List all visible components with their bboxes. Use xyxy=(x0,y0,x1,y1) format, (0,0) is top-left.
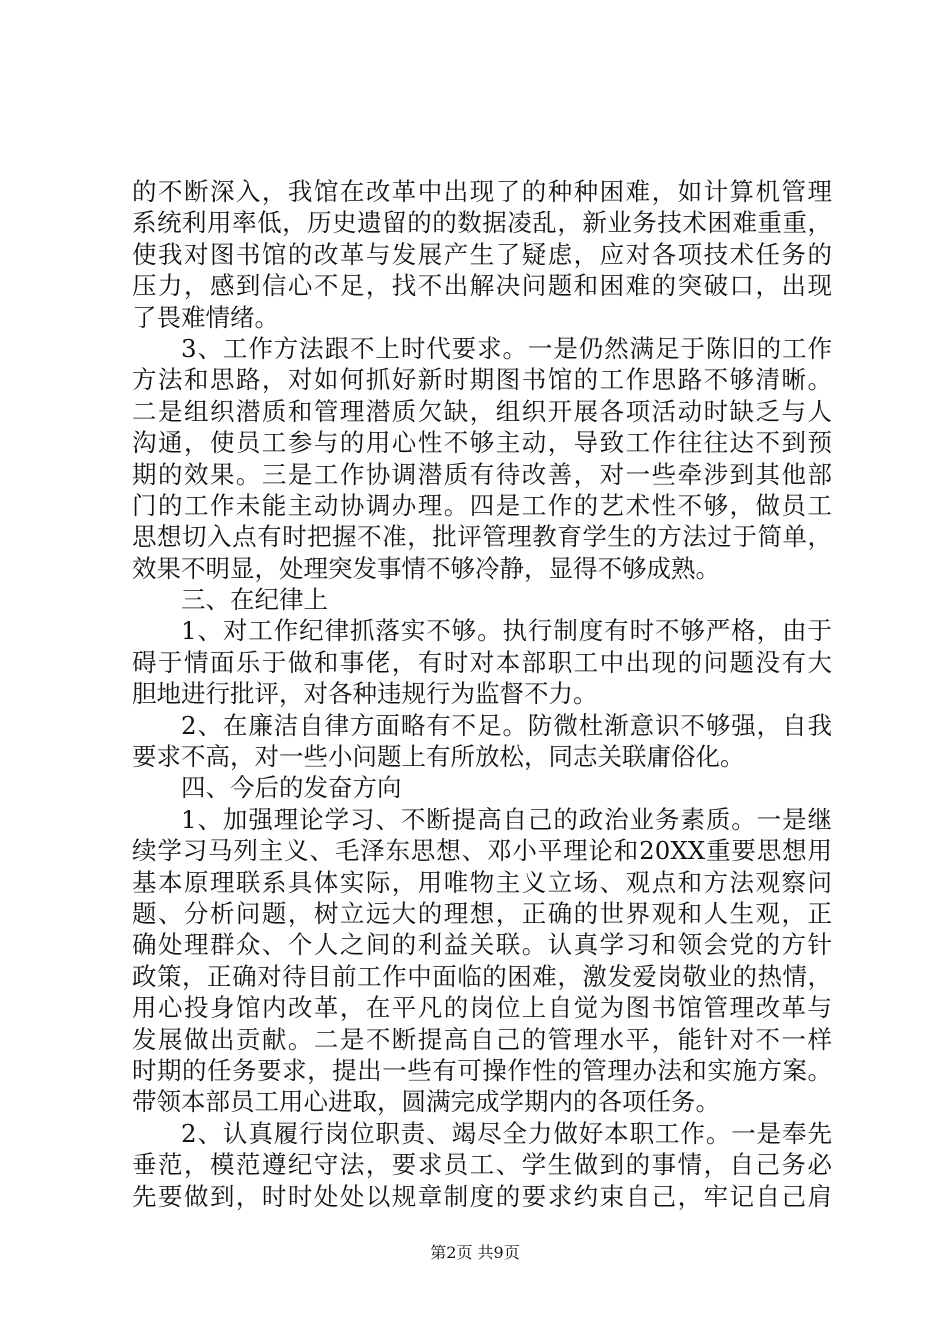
text-line: 发展做出贡献。二是不断提高自己的管理水平，能针对不一样 xyxy=(132,1024,832,1054)
text-line: 期的效果。三是工作协调潜质有待改善，对一些牵涉到其他部 xyxy=(132,459,832,489)
text-line: 三、在纪律上 xyxy=(181,585,328,615)
text-line: 系统利用率低，历史遗留的的数据凌乱，新业务技术困难重重， xyxy=(132,208,832,238)
text-line: 基本原理联系具体实际，用唯物主义立场、观点和方法观察问 xyxy=(132,867,832,897)
text-line: 带领本部员工用心进取，圆满完成学期内的各项任务。 xyxy=(132,1087,720,1117)
text-line: 政策，正确对待目前工作中面临的困难，激发爱岗敬业的热情， xyxy=(132,961,832,991)
text-line: 方法和思路，对如何抓好新时期图书馆的工作思路不够清晰。 xyxy=(132,365,832,395)
text-line: 沟通，使员工参与的用心性不够主动，导致工作往往达不到预 xyxy=(132,428,832,458)
document-body xyxy=(132,176,832,1212)
text-line: 四、今后的发奋方向 xyxy=(181,773,402,803)
text-line: 续学习马列主义、毛泽东思想、邓小平理论和20XX重要思想用 xyxy=(132,836,832,866)
text-line: 1、对工作纪律抓落实不够。执行制度有时不够严格，由于 xyxy=(181,616,832,646)
text-line: 要求不高，对一些小问题上有所放松，同志关联庸俗化。 xyxy=(132,742,745,772)
text-line: 垂范，模范遵纪守法，要求员工、学生做到的事情，自己务必 xyxy=(132,1150,832,1180)
text-line: 2、认真履行岗位职责、竭尽全力做好本职工作。一是奉先 xyxy=(181,1118,832,1148)
text-line: 二是组织潜质和管理潜质欠缺，组织开展各项活动时缺乏与人 xyxy=(132,396,832,426)
text-line: 压力，感到信心不足，找不出解决问题和困难的突破口，出现 xyxy=(132,271,832,301)
text-line: 3、工作方法跟不上时代要求。一是仍然满足于陈旧的工作 xyxy=(181,333,832,363)
text-line: 1、加强理论学习、不断提高自己的政治业务素质。一是继 xyxy=(181,804,832,834)
text-line: 思想切入点有时把握不准，批评管理教育学生的方法过于简单， xyxy=(132,522,832,552)
text-line: 效果不明显，处理突发事情不够冷静，显得不够成熟。 xyxy=(132,553,720,583)
text-line: 了畏难情绪。 xyxy=(132,302,279,332)
text-line: 题、分析问题，树立远大的理想，正确的世界观和人生观，正 xyxy=(132,898,832,928)
text-line: 确处理群众、个人之间的利益关联。认真学习和领会党的方针 xyxy=(132,930,832,960)
text-line: 先要做到，时时处处以规章制度的要求约束自己，牢记自己肩 xyxy=(132,1181,832,1211)
text-line: 的不断深入，我馆在改革中出现了的种种困难，如计算机管理 xyxy=(132,177,832,206)
text-line: 用心投身馆内改革，在平凡的岗位上自觉为图书馆管理改革与 xyxy=(132,993,832,1023)
text-line: 门的工作未能主动协调办理。四是工作的艺术性不够，做员工 xyxy=(132,490,832,520)
text-line: 胆地进行批评，对各种违规行为监督不力。 xyxy=(132,679,598,709)
page-footer: 第2页 共9页 xyxy=(430,1243,520,1262)
text-line: 碍于情面乐于做和事佬，有时对本部职工中出现的问题没有大 xyxy=(132,647,832,677)
text-line: 时期的任务要求，提出一些有可操作性的管理办法和实施方案。 xyxy=(132,1055,832,1085)
text-line: 2、在廉洁自律方面略有不足。防微杜渐意识不够强，自我 xyxy=(181,710,832,740)
text-line: 使我对图书馆的改革与发展产生了疑虑，应对各项技术任务的 xyxy=(132,239,832,269)
